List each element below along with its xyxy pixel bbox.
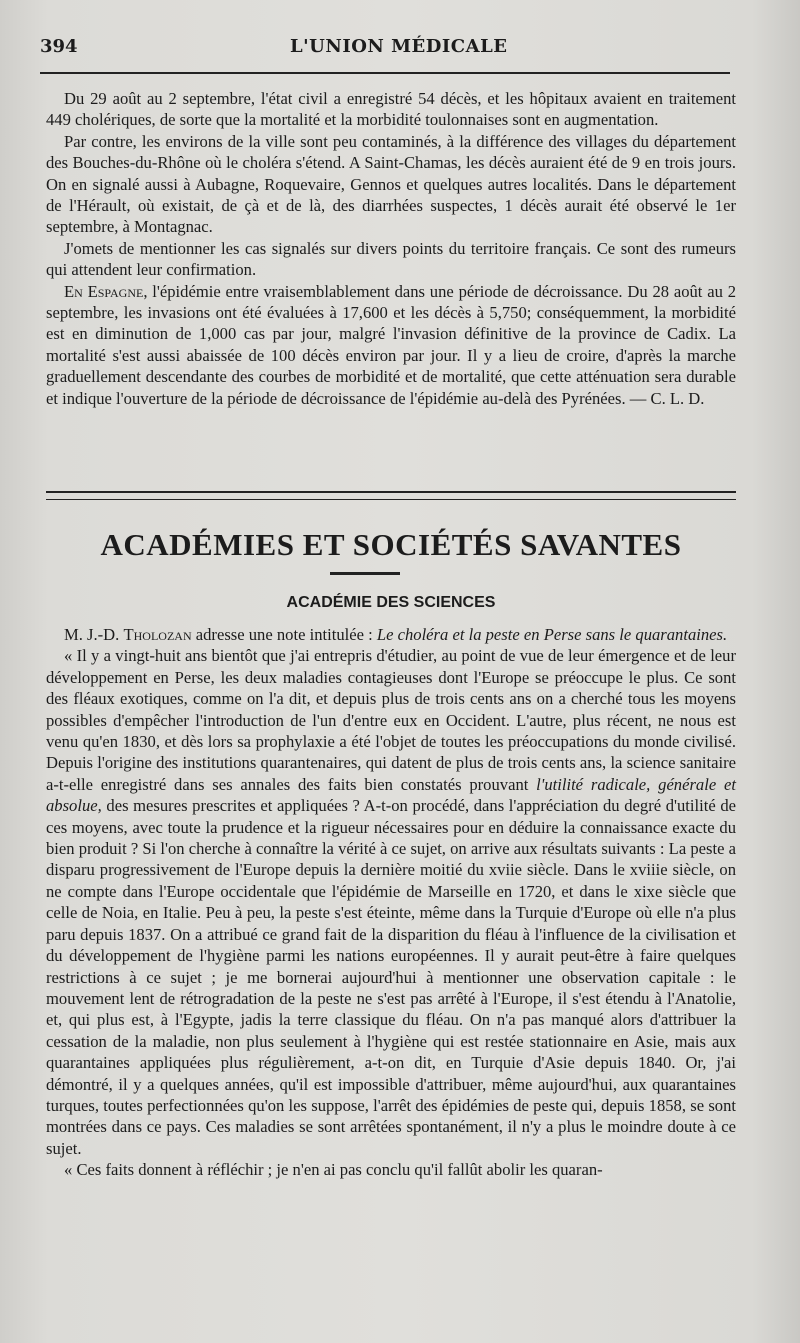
- quote-text: des mesures prescrites et appliquées ? A-t-on procédé, dans l'appréciation du degré d'utilité de ces moyens, avec toute la prudence et la rigueur nécessaires pour en déduire la connaissance exacte du bien produit ? Si l'on cherche à connaître la vérité à ce sujet, on arrive aux résultats suivants : La peste a disparu progressivement de l'Europe depuis la dernière moitié du xviie siècle. Dans le xviiie siècle, on ne compte dans l'Europe occidentale que l'épidémie de Marseille en 1720, et dans le xixe siècle que celle de Noia, en Italie. Peu à peu, la peste s'est éteinte, même dans la Turquie d'Europe où elle n'a plus paru depuis 1837. On a attribué ce grand fait de la disparition du fléau à l'influence de la civilisation et du développement de l'hygiène parmi les nations européennes. Il y aurait peut-être à faire quelques restrictions à ce sujet ; je me bornerai aujourd'hui à mentionner une observation capitale : le mouvement lent de rétrogradation de la peste ne s'est pas arrêté à l'Europe, il s'est étendu à l'Anatolie, et, qui plus est, à l'Egypte, jadis la terre classique du fléau. On n'a pas manqué alors d'attribuer la cessation de la maladie, non plus seulement à l'hygiène qui est restée stationnaire en Asie, mais aux quarantaines appliquées plus régulièrement, a-t-on dit, en Turquie d'Asie depuis 1840. Or, j'ai démontré, il y a quelques années, qu'il est impossible d'attribuer, même aujourd'hui, aux quarantaines turques, toutes perfectionnées qu'on les suppose, l'arrêt des épidémies de peste qui, depuis 1858, se sont montrées dans ce pays. Ces maladies se sont arrêtées spontanément, il n'y a plus le moindre doute à ce sujet.: [46, 796, 736, 1158]
- section-subtitle: ACADÉMIE DES SCIENCES: [286, 594, 496, 611]
- header-rule: [40, 72, 730, 74]
- section-divider: [46, 491, 736, 500]
- quote-text: « Il y a vingt-huit ans bientôt que j'ai entrepris d'étudier, au point de vue de leur émergence et de leur développement en Perse, les deux maladies contagieuses dont l'Europe se préoccupe le plus. Ce sont des fléaux exotiques, comme on l'a dit, et depuis plus de trois cents ans on a cherché tous les moyens possibles d'empêcher l'introduction de l'un d'entre eux en Occident. L'autre, plus récent, ne nous est venu qu'en 1830, et dès lors sa prophylaxie a été l'objet de toutes les préoccupations du monde civilisé. Depuis l'origine des institutions quarantenaires, qui datent de plus de trois cents ans, la science sanitaire a-t-elle enregistré dans ses annales des faits bien constatés prouvant: [46, 646, 736, 794]
- journal-title: L'UNION MÉDICALE: [290, 36, 508, 57]
- academy-communication: [46, 624, 736, 1181]
- cholera-report: [46, 88, 736, 409]
- paragraph: [46, 281, 736, 409]
- author-prefix: M. J.-D.: [64, 625, 120, 644]
- section-title: ACADÉMIES ET SOCIÉTÉS SAVANTES: [100, 527, 682, 562]
- running-header: [40, 36, 730, 62]
- quote-emphasis: l'utilité radicale, générale et absolue,: [46, 774, 736, 816]
- intro-text: adresse une note intitulée :: [191, 625, 377, 644]
- note-title: Le choléra et la peste en Perse sans le quarantaines.: [376, 625, 728, 644]
- country-lead: En Espagne,: [64, 281, 148, 301]
- paragraph: [46, 645, 736, 1159]
- paragraph: [46, 624, 736, 645]
- page-number: 394: [40, 36, 78, 57]
- paragraph-text: l'épidémie entre vraisemblablement dans une période de décroissance. Du 28 août au 2 septembre, les invasions ont été évaluées à 17,600 et les décès à 5,750; conséquemment, la morbidité est en diminution de 1,000 cas par jour, malgré l'invasion définitive de la province de Cadix. La mortalité s'est aussi abaissée de 100 décès environ par jour. Il y a lieu de croire, d'après la marche graduellement descendante des courbes de morbidité et de mortalité, que cette atténuation sera durable et indique l'ouverture de la période de décroissance de l'épidémie au-delà des Pyrénées. — C. L. D.: [46, 281, 737, 408]
- author-name: Tholozan: [123, 625, 192, 644]
- paragraph: J'omets de mentionner les cas signalés sur divers points du territoire français. Ce sont des rumeurs qui attendent leur confirmation.: [46, 238, 736, 280]
- paragraph: « Ces faits donnent à réfléchir ; je n'en ai pas conclu qu'il fallût abolir les quaran-: [64, 1160, 603, 1180]
- paragraph: Par contre, les environs de la ville sont peu contaminés, à la différence des villages du département des Bouches-du-Rhône où le choléra s'étend. A Saint-Chamas, les décès auraient été de 9 en trois jours. On en signalé aussi à Aubagne, Roquevaire, Gennos et quelques autres localités. Dans le département de l'Hérault, où existait, de çà et de là, des diarrhées suspectes, 1 décès aurait été observé le 1er septembre, à Montagnac.: [46, 131, 736, 237]
- paragraph: Du 29 août au 2 septembre, l'état civil a enregistré 54 décès, et les hôpitaux avaient en traitement 449 cholériques, de sorte que la mortalité et la morbidité toulonnaises sont en augmentation.: [46, 89, 736, 130]
- title-rule: [330, 572, 400, 575]
